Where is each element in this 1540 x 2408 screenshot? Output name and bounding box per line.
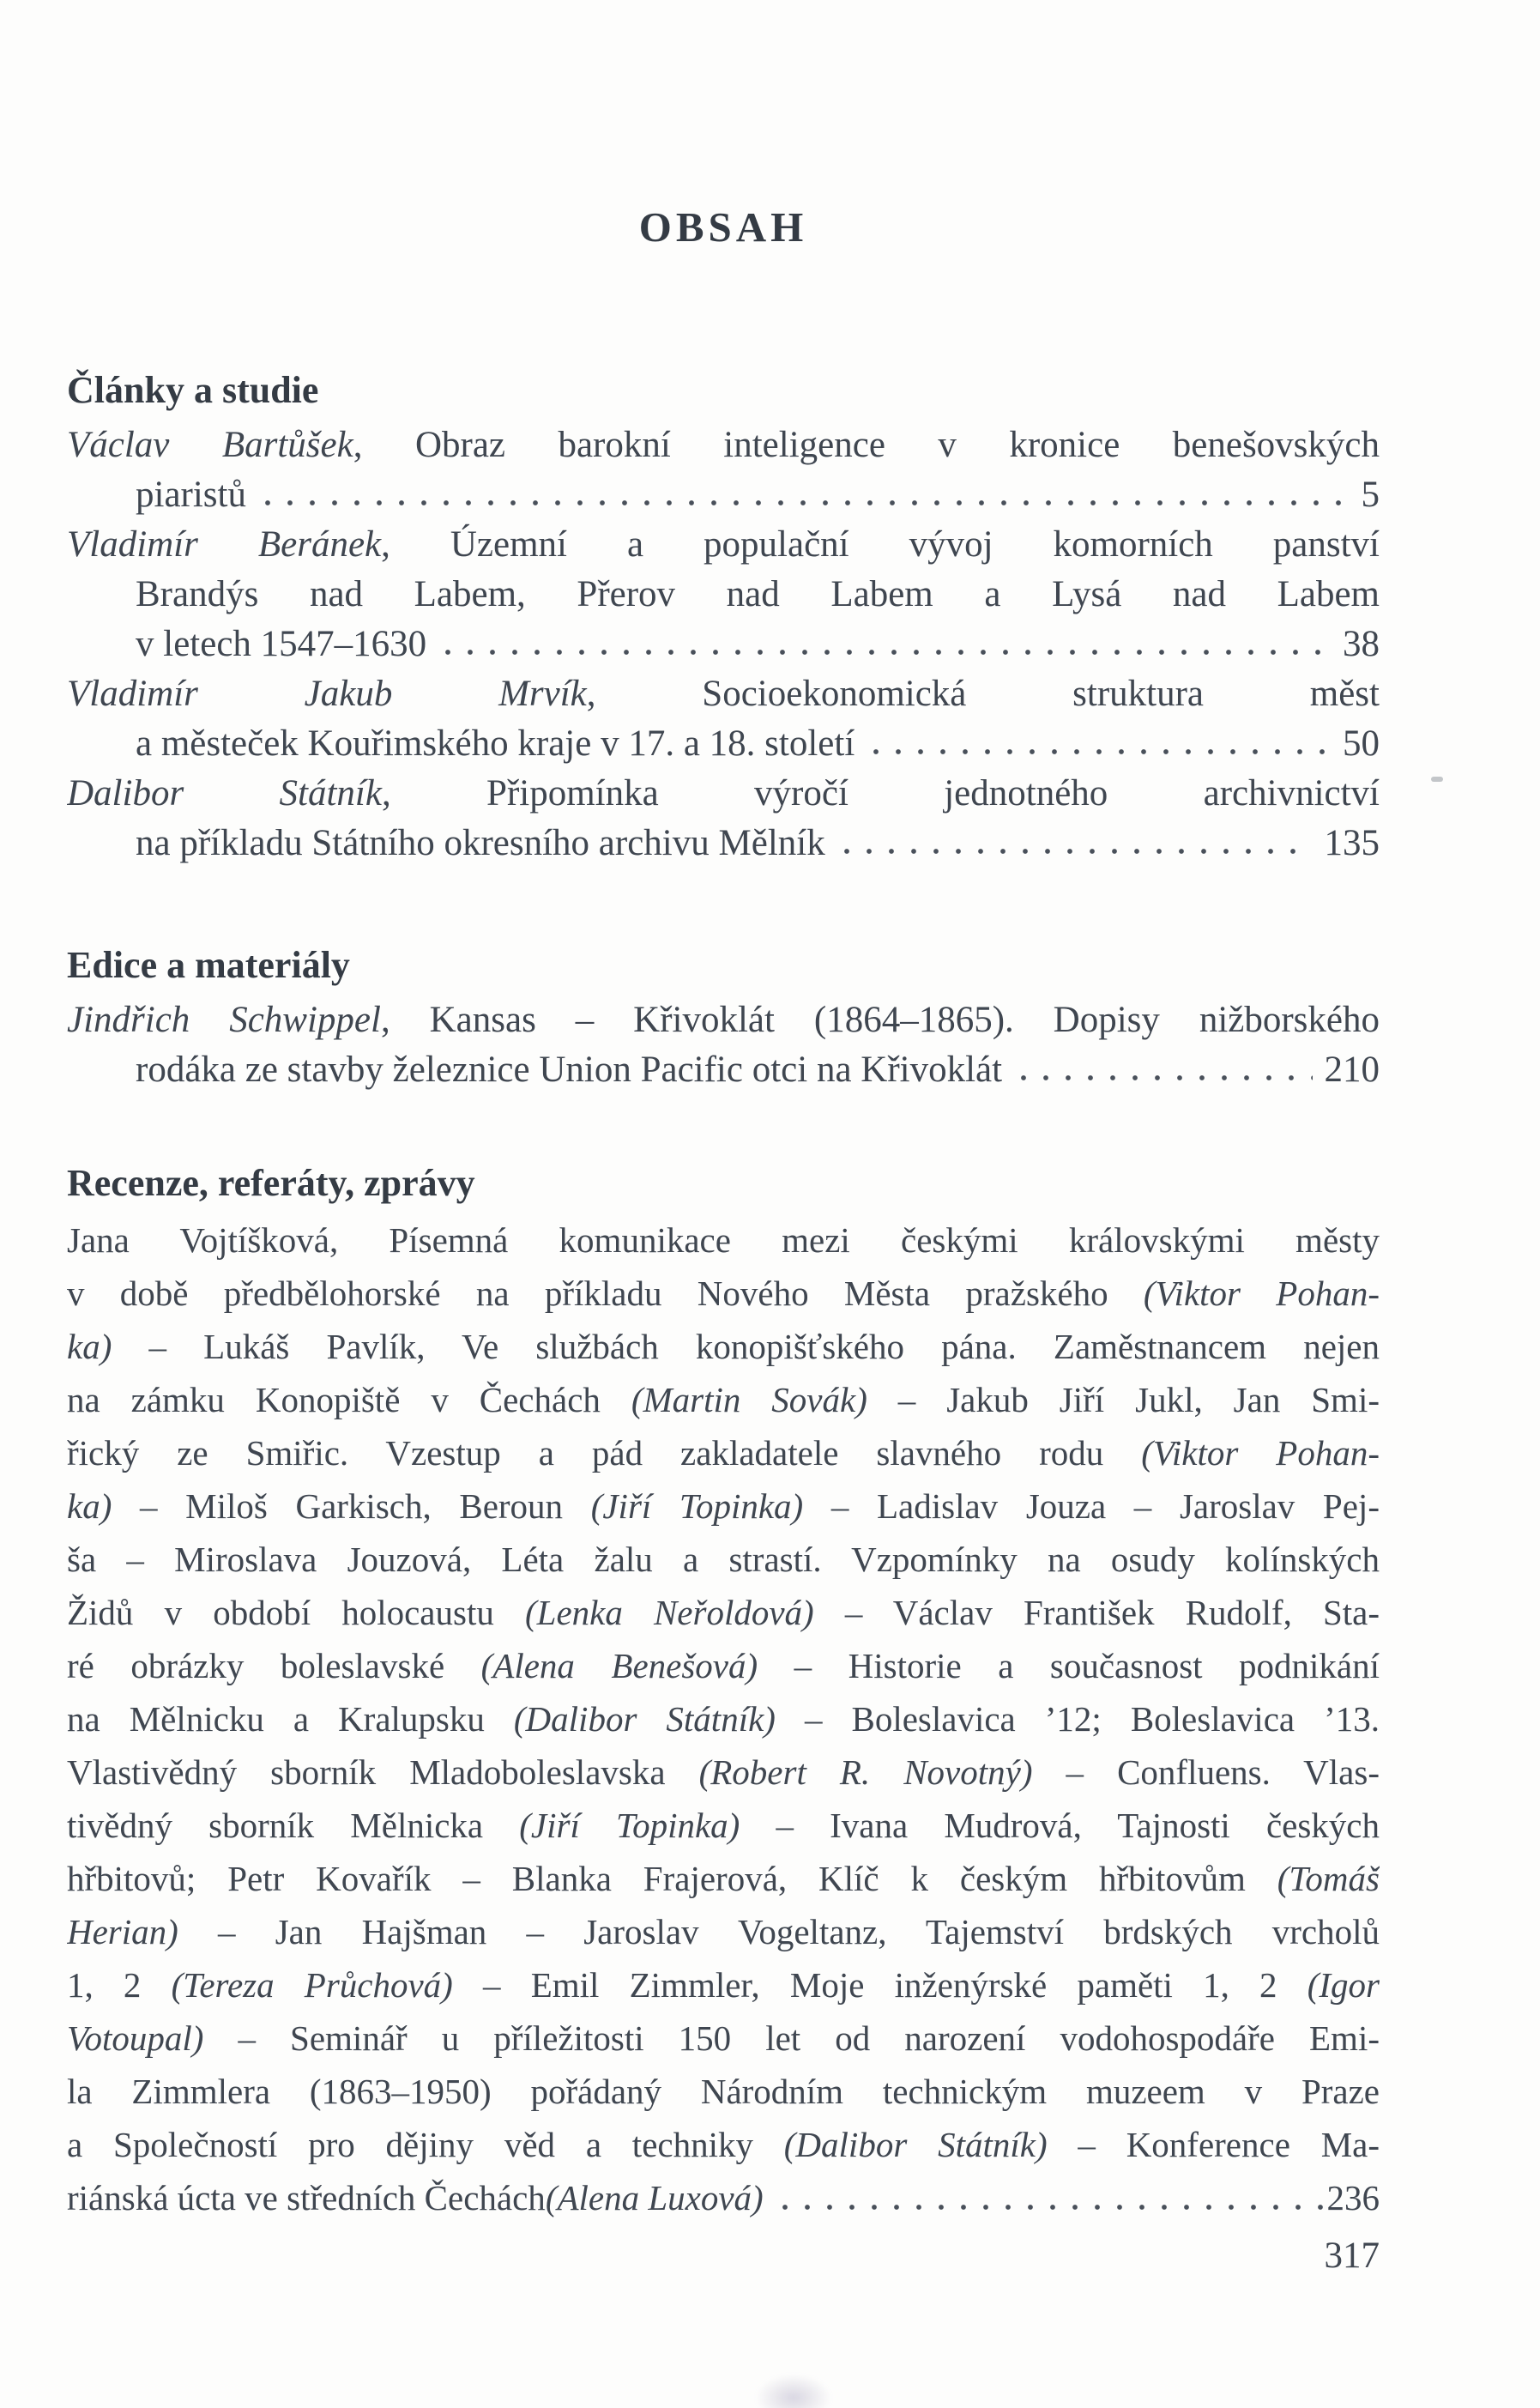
author-name-italic: (Igor <box>1307 1965 1380 2005</box>
scan-speck <box>1431 777 1443 782</box>
toc-leader-line <box>67 1045 1380 1095</box>
author-name-italic: Vladimír Jakub Mrvík <box>67 674 587 714</box>
text-segment: – Confluens. Vlas- <box>1032 1752 1380 1792</box>
text-segment: Vlastivědný sborník Mladoboleslavska <box>67 1752 699 1792</box>
text-segment: Brandýs nad Labem, Přerov nad Labem a Lysá nad Labem <box>136 574 1380 614</box>
toc-text-line <box>67 520 1380 570</box>
author-name-italic: (Alena Luxová) <box>545 2178 764 2217</box>
toc-entry <box>67 669 1380 769</box>
author-name-italic: (Tomáš <box>1277 1859 1380 1898</box>
text-segment: v době předbělohorské na příkladu Nového Města pražského <box>67 1274 1144 1313</box>
dot-leader <box>257 499 1350 506</box>
toc-sections <box>67 367 1380 2224</box>
toc-text-line <box>67 1905 1380 1958</box>
author-name-italic: Votoupal) <box>67 2018 204 2058</box>
toc-section <box>67 367 1380 868</box>
author-name-italic: (Dalibor Státník) <box>513 1699 776 1739</box>
text-segment: – Seminář u příležitosti 150 let od narození vodohospodáře Emi- <box>203 2018 1380 2058</box>
toc-text-line <box>67 1213 1380 1267</box>
toc-text-line <box>67 1958 1380 2012</box>
author-name-italic: (Viktor Pohan- <box>1141 1433 1380 1473</box>
toc-text-line <box>67 1745 1380 1799</box>
author-name-italic: ka) <box>67 1327 112 1366</box>
toc-leader-line <box>67 819 1380 868</box>
text-segment: , Obraz barokní inteligence v kronice benešovských <box>353 425 1380 465</box>
toc-section <box>67 1160 1380 2224</box>
dot-leader <box>865 748 1331 755</box>
toc-text-line <box>67 769 1380 819</box>
toc-text-line <box>67 570 1380 620</box>
toc-leader-line <box>67 719 1380 769</box>
text-segment: a městeček Kouřimského kraje v 17. a 18. století <box>136 723 855 764</box>
page-number: 135 <box>1324 823 1380 863</box>
author-name-italic: (Tereza Průchová) <box>171 1965 453 2005</box>
toc-text-line <box>67 1320 1380 1373</box>
text-segment: řický ze Smiřic. Vzestup a pád zakladatele slavného rodu <box>67 1433 1142 1473</box>
text-segment: la Zimmlera (1863–1950) pořádaný Národním technickým muzeem v Praze <box>67 2072 1380 2111</box>
author-name-italic: Herian) <box>67 1912 178 1951</box>
author-name-italic: Vladimír Beránek <box>67 524 382 565</box>
author-name-italic: Václav Bartůšek <box>67 425 353 465</box>
text-segment: – Historie a současnost podnikání <box>758 1646 1380 1685</box>
text-segment: tivědný sborník Mělnicka <box>67 1806 520 1845</box>
toc-text-line <box>67 669 1380 719</box>
toc-entry <box>67 420 1380 520</box>
text-segment: Židů v období holocaustu <box>67 1593 525 1632</box>
author-name-italic: ka) <box>67 1486 112 1526</box>
toc-text-line <box>67 2118 1380 2171</box>
text-segment: na příkladu Státního okresního archivu Mělník <box>136 823 825 863</box>
dot-leader <box>437 649 1331 656</box>
toc-text-line <box>67 995 1380 1045</box>
toc-text-line <box>67 1586 1380 1639</box>
page-number: 50 <box>1343 723 1380 764</box>
author-name-italic: (Dalibor Státník) <box>783 2125 1048 2164</box>
author-name-italic: (Jiří Topinka) <box>590 1486 804 1526</box>
text-segment: riánská úcta ve středních Čechách <box>67 2178 546 2217</box>
toc-entry <box>67 520 1380 669</box>
author-name-italic: (Robert R. Novotný) <box>698 1752 1033 1792</box>
text-segment: , Socioekonomická struktura měst <box>586 674 1380 714</box>
toc-leader-line <box>67 2171 1380 2224</box>
author-name-italic: Jindřich Schwippel <box>67 1000 381 1040</box>
text-segment: – Jan Hajšman – Jaroslav Vogeltanz, Tajemství brdských vrcholů <box>178 1912 1380 1951</box>
text-segment: na zámku Konopiště v Čechách <box>67 1380 631 1419</box>
text-segment: – Miloš Garkisch, Beroun <box>112 1486 591 1526</box>
text-segment: – Konference Ma- <box>1047 2125 1380 2164</box>
text-segment: a Společností pro dějiny věd a techniky <box>67 2125 784 2164</box>
author-name-italic: (Viktor Pohan- <box>1143 1274 1380 1313</box>
text-segment: ré obrázky boleslavské <box>67 1646 481 1685</box>
toc-text-line <box>67 1373 1380 1426</box>
text-segment: – Jakub Jiří Jukl, Jan Smi- <box>867 1380 1380 1419</box>
toc-text-line <box>67 1426 1380 1479</box>
author-name-italic: Dalibor Státník <box>67 773 382 814</box>
toc-entry <box>67 769 1380 868</box>
toc-text-line <box>67 2012 1380 2065</box>
dot-leader <box>1012 1074 1312 1081</box>
toc-text-line <box>67 1479 1380 1533</box>
section-heading: Edice a materiály <box>67 944 350 986</box>
author-name-italic: (Jiří Topinka) <box>519 1806 740 1845</box>
text-segment: Jana Vojtíšková, Písemná komunikace mezi českými královskými městy <box>67 1220 1380 1260</box>
text-segment: – Boleslavica ’12; Boleslavica ’13. <box>775 1699 1380 1739</box>
review-paragraph <box>67 1213 1380 2224</box>
toc-text-line <box>67 1533 1380 1586</box>
text-segment: ša – Miroslava Jouzová, Léta žalu a strastí. Vzpomínky na osudy kolínských <box>67 1540 1380 1579</box>
text-segment: 1, 2 <box>67 1965 172 2005</box>
text-segment: na Mělnicku a Kralupsku <box>67 1699 514 1739</box>
text-segment: , Územní a populační vývoj komorních panství <box>381 524 1380 565</box>
toc-section <box>67 942 1380 1095</box>
author-name-italic: (Alena Benešová) <box>480 1646 758 1685</box>
toc-text-line <box>67 1852 1380 1905</box>
toc-text-line <box>67 1267 1380 1320</box>
author-name-italic: (Lenka Neřoldová) <box>524 1593 814 1632</box>
footer-page-number: 317 <box>1324 2236 1380 2276</box>
text-segment: , Kansas – Křivoklát (1864–1865). Dopisy nižborského <box>380 1000 1380 1040</box>
page-number: 236 <box>1326 2178 1380 2217</box>
page-number: 38 <box>1343 624 1380 664</box>
text-segment: – Ivana Mudrová, Tajnosti českých <box>740 1806 1380 1845</box>
toc-text-line <box>67 1692 1380 1745</box>
toc-text-line <box>67 1639 1380 1692</box>
toc-text-line <box>67 420 1380 470</box>
toc-text-line <box>67 2065 1380 2118</box>
text-segment: – Emil Zimmler, Moje inženýrské paměti 1, 2 <box>452 1965 1307 2005</box>
toc-text-line <box>67 1799 1380 1852</box>
author-name-italic: (Martin Sovák) <box>631 1380 867 1419</box>
page-number: 5 <box>1361 475 1380 515</box>
dot-leader <box>774 2204 1324 2211</box>
page-title: OBSAH <box>638 203 808 251</box>
text-segment: v letech 1547–1630 <box>136 624 427 664</box>
toc-entry <box>67 995 1380 1095</box>
text-segment: – Lukáš Pavlík, Ve službách konopišťského pána. Zaměstnancem nejen <box>112 1327 1380 1366</box>
section-heading: Recenze, referáty, zprávy <box>67 1162 475 1204</box>
text-segment: hřbitovů; Petr Kovařík – Blanka Frajerová, Klíč k českým hřbitovům <box>67 1859 1277 1898</box>
toc-leader-line <box>67 620 1380 669</box>
text-segment: rodáka ze stavby železnice Union Pacific otci na Křivoklát <box>136 1050 1003 1090</box>
text-segment: – Václav František Rudolf, Sta- <box>813 1593 1380 1632</box>
scan-smudge <box>755 2374 832 2408</box>
text-segment: , Připomínka výročí jednotného archivnictví <box>381 773 1380 814</box>
text-segment: piaristů <box>136 475 246 515</box>
dot-leader <box>836 848 1313 855</box>
text-segment: – Ladislav Jouza – Jaroslav Pej- <box>803 1486 1380 1526</box>
page-number: 210 <box>1324 1050 1380 1090</box>
section-heading: Články a studie <box>67 369 319 411</box>
toc-leader-line <box>67 470 1380 520</box>
